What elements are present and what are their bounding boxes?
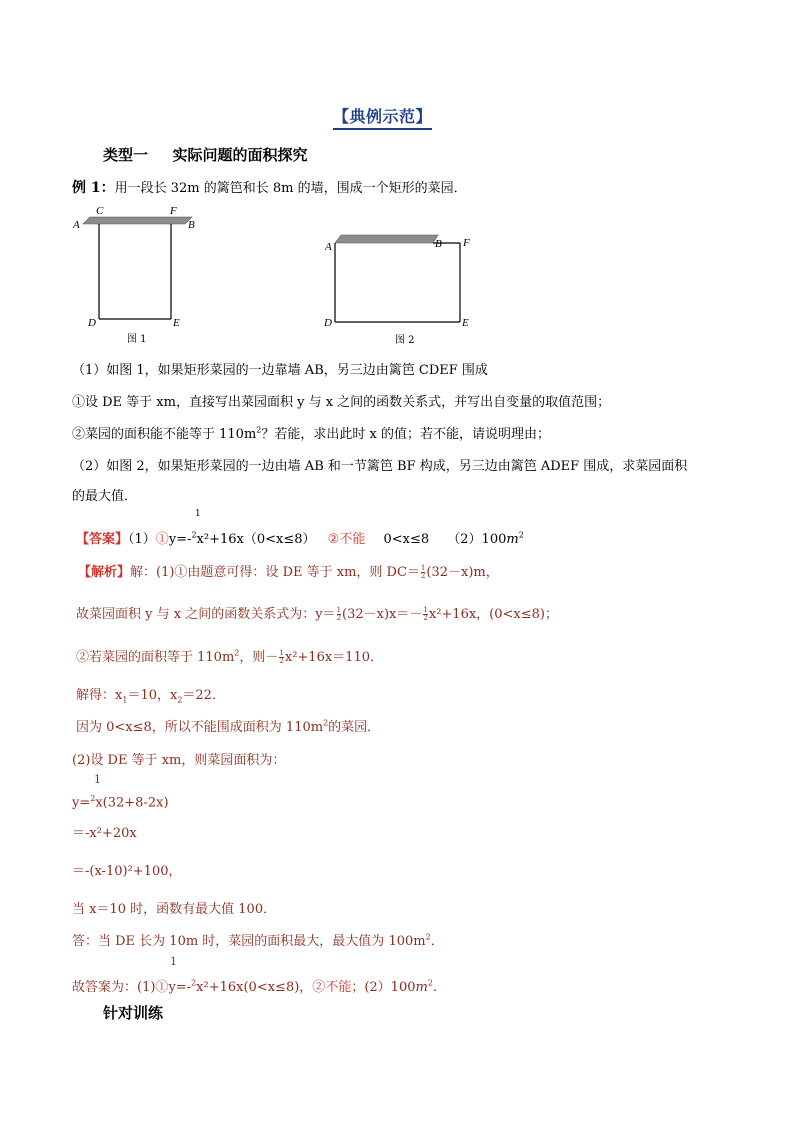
answer-part1: （1） xyxy=(128,532,156,547)
analysis-label: 【解析】 xyxy=(78,565,131,580)
analysis-line-10: 当 x＝10 时，函数有最大值 100． xyxy=(72,902,277,917)
question-1a: ①设 DE 等于 xm，直接写出菜园面积 y 与 x 之间的函数关系式，并写出自变量的取值范围； xyxy=(72,395,611,410)
analysis-l12-pre: 故答案为：(1) xyxy=(72,980,156,995)
analysis-l11-post: ． xyxy=(430,934,444,949)
analysis-l12-circ1: ① xyxy=(155,980,169,995)
fig1-label-e: E xyxy=(173,317,180,329)
analysis-line-12 xyxy=(72,976,437,995)
fig1-label-a: A xyxy=(73,219,80,231)
fig2-label-f: F xyxy=(463,237,470,249)
q1b-text: ②菜园的面积能不能等于 110m xyxy=(72,427,257,442)
analysis-l12-end: . xyxy=(432,980,438,995)
fig2-label-d: D xyxy=(324,317,332,329)
analysis-l11-pre: 答：当 DE 长为 10m 时，菜园的面积最大，最大值为 100m xyxy=(72,934,426,949)
fig2-label-a: A xyxy=(325,241,332,253)
analysis-l12-f1: y=- xyxy=(168,980,192,995)
analysis-l2-frac1 xyxy=(337,607,341,622)
wall-ab-fig2 xyxy=(335,235,438,243)
example-statement xyxy=(72,177,467,197)
question-1: （1）如图 1，如果矩形菜园的一边靠墙 AB，另三边由篱笆 CDEF 围成 xyxy=(72,363,488,378)
answer-circ2: ② xyxy=(327,532,340,547)
analysis-l7-den: 2 xyxy=(90,794,96,803)
frac-den: 2 xyxy=(423,614,428,622)
type-title: 实际问题的面积探究 xyxy=(172,146,308,164)
answer-half-num: 1 xyxy=(195,509,201,519)
analysis-l12-tail: ；(2）100 xyxy=(351,980,416,995)
answer-unit: m xyxy=(506,532,519,547)
q1b-post: ？若能，求出此时 x 的值；若不能，请说明理由； xyxy=(261,427,550,442)
analysis-l7-pre: y= xyxy=(72,795,91,811)
analysis-l3-pre: ②若菜园的面积等于 110m xyxy=(76,650,235,665)
frac-den: 2 xyxy=(279,657,284,665)
analysis-l2-pre: 故菜园面积 y 与 x 之间的函数关系式为：y＝ xyxy=(76,607,336,622)
analysis-l5-pre: 因为 0<x≤8，所以不能围成面积为 110m xyxy=(76,720,324,735)
analysis-l7-num: 1 xyxy=(94,773,101,786)
example-text: 用一段长 32m 的篱笆和长 8m 的墙，围成一个矩形的菜园． xyxy=(114,181,467,196)
analysis-line-3 xyxy=(76,646,383,665)
frac-den: 2 xyxy=(336,614,342,622)
question-2-line1: （2）如图 2，如果矩形菜园的一边由墙 AB 和一节篱笆 BF 构成，另三边由篱笆 ADEF 围成，求菜园面积 xyxy=(72,459,688,474)
answer-line xyxy=(76,528,524,547)
analysis-l1-post: (32－x)m， xyxy=(426,565,499,580)
analysis-l4-pre: 解得：x xyxy=(76,688,123,703)
analysis-l12-f2: x²+16x(0<x≤8)， xyxy=(196,980,313,995)
analysis-l4-sub2: 2 xyxy=(177,695,183,705)
frac-num: 1 xyxy=(423,606,428,614)
analysis-l7-post: x(32+8-2x) xyxy=(95,795,169,811)
fig1-label-c: C xyxy=(96,205,104,217)
figure-2 xyxy=(320,228,480,350)
analysis-l5-post: 的菜园． xyxy=(328,720,381,735)
analysis-l3-sup: 2 xyxy=(234,648,240,658)
fig2-caption: 图 2 xyxy=(395,335,415,346)
analysis-l4-mid: ＝10，x xyxy=(127,688,178,703)
answer-range: 0<x≤8 xyxy=(383,532,430,547)
example-label: 例 1： xyxy=(72,180,115,196)
analysis-l12-unit-sup: 2 xyxy=(427,978,433,988)
analysis-l1-frac xyxy=(421,565,425,580)
answer-half-den: 2 xyxy=(191,530,197,540)
q1b-sup: 2 xyxy=(256,425,262,435)
answer-formula-post: x²+16x（0<x≤8） xyxy=(196,532,316,547)
analysis-l12-num: 1 xyxy=(170,955,177,968)
frac-num: 1 xyxy=(336,606,342,614)
wall-ab-fig1 xyxy=(83,217,192,224)
analysis-line-8: ＝-x²+20x xyxy=(72,826,137,841)
frac-num: 1 xyxy=(420,564,426,572)
answer-unit-sup: 2 xyxy=(518,530,524,540)
frac-den: 2 xyxy=(420,572,426,580)
analysis-line-11 xyxy=(72,930,444,949)
analysis-l12-cannot: 不能 xyxy=(325,980,352,995)
fig2-label-b: B xyxy=(435,238,442,250)
analysis-line-7 xyxy=(72,794,169,810)
analysis-l3-post: x²+16x＝110． xyxy=(284,650,383,665)
analysis-line-6: (2)设 DE 等于 xm，则菜园面积为： xyxy=(72,753,286,768)
analysis-l2-frac2 xyxy=(423,607,427,622)
answer-cannot: 不能 xyxy=(339,532,366,547)
analysis-l4-sub1: 1 xyxy=(122,695,128,705)
analysis-l12-unit: m xyxy=(415,980,428,995)
answer-circ1: ① xyxy=(155,532,169,547)
analysis-l11-sup: 2 xyxy=(425,932,431,942)
type-label: 类型一 xyxy=(103,146,149,164)
analysis-line-9: ＝-(x-10)²+100， xyxy=(72,864,182,879)
answer-label: 【答案】 xyxy=(76,532,129,547)
training-heading: 针对训练 xyxy=(103,1004,164,1022)
figure-1 xyxy=(70,200,210,350)
section-heading xyxy=(103,144,308,165)
answer-part2: （2）100 xyxy=(447,532,507,547)
analysis-l3-mid: ，则－ xyxy=(239,650,279,665)
fig2-label-e: E xyxy=(462,317,469,329)
analysis-line-5 xyxy=(76,716,380,735)
analysis-l12-den: 2 xyxy=(191,978,197,988)
analysis-line-1 xyxy=(78,561,499,580)
fig1-label-d: D xyxy=(88,317,96,329)
page-title: 【典例示范】 xyxy=(333,104,432,130)
fig1-caption: 图 1 xyxy=(127,334,147,345)
answer-formula-pre: y=- xyxy=(168,532,192,547)
analysis-l5-sup: 2 xyxy=(323,718,329,728)
analysis-l2-post: x²+16x，(0<x≤8)； xyxy=(428,607,558,622)
fig1-label-f: F xyxy=(170,205,177,217)
frac-num: 1 xyxy=(279,649,284,657)
analysis-l12-circ2: ② xyxy=(312,980,326,995)
analysis-line-2 xyxy=(76,603,558,622)
fig1-label-b: B xyxy=(188,219,195,231)
question-1b xyxy=(72,423,550,442)
analysis-l1: 解：(1)①由题意可得：设 DE 等于 xm，则 DC＝ xyxy=(130,565,420,580)
analysis-l3-frac xyxy=(279,650,283,665)
analysis-l2-mid: (32－x)x＝－ xyxy=(342,607,423,622)
question-2-line2: 的最大值． xyxy=(72,489,138,504)
analysis-line-4 xyxy=(76,684,225,705)
analysis-l4-post: ＝22． xyxy=(182,688,225,703)
